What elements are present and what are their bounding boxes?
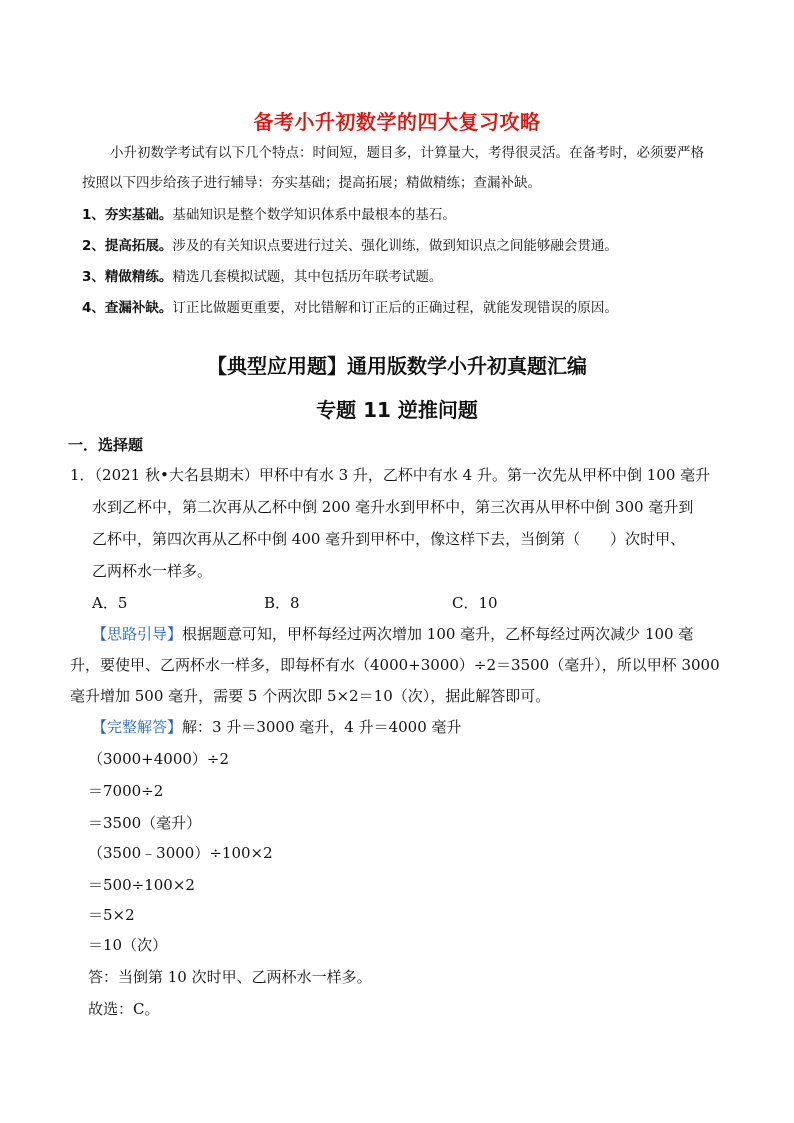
answer-line <box>92 716 462 738</box>
guide-line <box>92 623 693 645</box>
tip-label: 1、夯实基础。 <box>82 207 173 223</box>
sub-heading: 专题 11 逆推问题 <box>316 398 478 422</box>
solution-step: （3500﹣3000）÷100×2 <box>88 844 273 862</box>
answer-text: 解：3 升＝3000 毫升，4 升＝4000 毫升 <box>182 718 462 736</box>
intro-paragraph-line1: 小升初数学考试有以下几个特点：时间短，题目多，计算量大，考得很灵活。在备考时，必须要严格 <box>110 145 704 161</box>
tip-text: 基础知识是整个数学知识体系中最根本的基石。 <box>172 207 456 223</box>
answer-label: 【完整解答】 <box>92 718 183 736</box>
question-line: 水到乙杯中，第二次再从乙杯中倒 200 毫升水到甲杯中，第三次再从甲杯中倒 300 毫升到 <box>92 498 694 516</box>
tip-item <box>82 236 722 256</box>
intro-paragraph-line2: 按照以下四步给孩子进行辅导：夯实基础；提高拓展；精做精练；查漏补缺。 <box>82 175 541 191</box>
tip-label: 3、精做精练。 <box>82 269 173 285</box>
question-line: 乙杯中，第四次再从乙杯中倒 400 毫升到甲杯中，像这样下去，当倒第（ ）次时甲、 <box>92 530 686 548</box>
tip-text: 订正比做题更重要，对比错解和订正后的正确过程，就能发现错误的原因。 <box>172 300 618 316</box>
option-a: A．5 <box>92 594 128 612</box>
solution-step: ＝500÷100×2 <box>88 876 195 894</box>
solution-step: ＝7000÷2 <box>88 782 164 800</box>
tip-label: 2、提高拓展。 <box>82 238 173 254</box>
solution-step: ＝10（次） <box>88 936 168 954</box>
tip-text: 精选几套模拟试题，其中包括历年联考试题。 <box>172 269 443 285</box>
solution-step: 故选：C。 <box>88 1000 160 1018</box>
tip-text: 涉及的有关知识点要进行过关、强化训练，做到知识点之间能够融会贯通。 <box>172 238 618 254</box>
main-heading: 【典型应用题】通用版数学小升初真题汇编 <box>207 354 587 378</box>
tip-item <box>82 205 722 225</box>
section-title: 一．选择题 <box>68 436 144 454</box>
tip-item <box>82 267 722 287</box>
question-line: 1．（2021 秋•大名县期末）甲杯中有水 3 升，乙杯中有水 4 升。第一次先从甲杯中倒 100 毫升 <box>70 466 711 484</box>
solution-step: ＝3500（毫升） <box>88 814 202 832</box>
solution-step: ＝5×2 <box>88 906 135 924</box>
solution-step: （3000+4000）÷2 <box>88 750 230 768</box>
page-title: 备考小升初数学的四大复习攻略 <box>253 110 541 134</box>
question-line: 乙两杯水一样多。 <box>92 562 213 580</box>
solution-step: 答：当倒第 10 次时甲、乙两杯水一样多。 <box>88 968 372 986</box>
guide-label: 【思路引导】 <box>92 625 183 643</box>
option-c: C．10 <box>452 594 498 612</box>
tip-item <box>82 298 722 318</box>
guide-line: 升，要使甲、乙两杯水一样多，即每杯有水（4000+3000）÷2＝3500（毫升），所以甲杯 3000 <box>70 656 720 674</box>
guide-line: 毫升增加 500 毫升，需要 5 个两次即 5×2＝10（次），据此解答即可。 <box>70 687 551 705</box>
tip-label: 4、查漏补缺。 <box>82 300 173 316</box>
option-b: B．8 <box>264 594 300 612</box>
guide-text: 根据题意可知，甲杯每经过两次增加 100 毫升，乙杯每经过两次减少 100 毫 <box>182 625 694 643</box>
